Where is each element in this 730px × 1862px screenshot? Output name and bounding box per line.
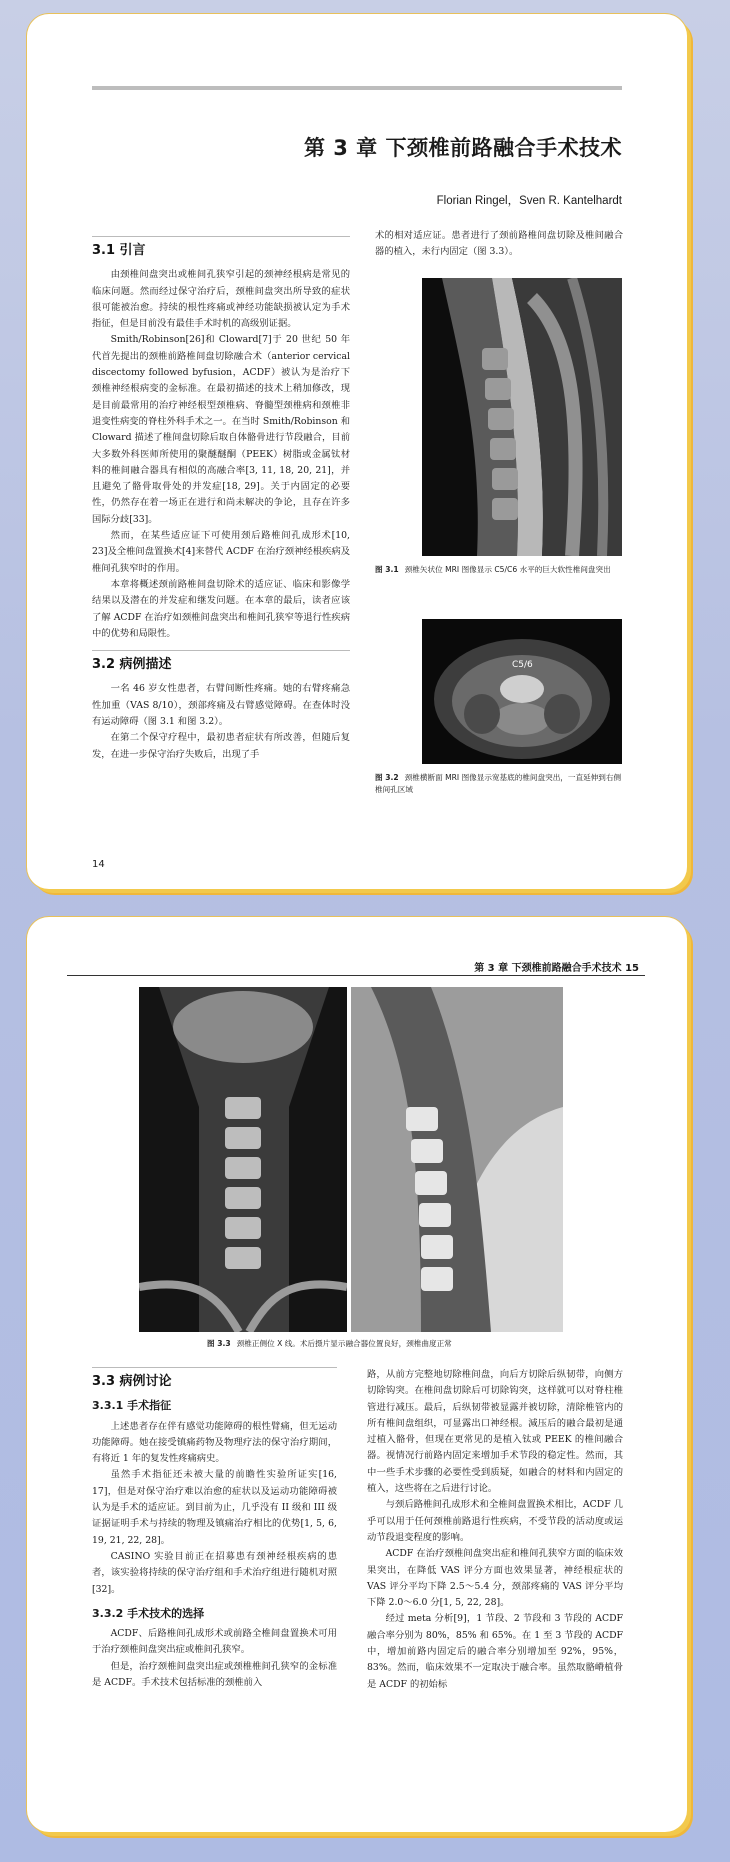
paragraph: 路，从前方完整地切除椎间盘，向后方切除后纵韧带，向侧方切除钩突。在椎间盘切除后可切除钩突，这样就可以对脊柱椎管进行减压。最后，后纵韧带被显露并被切除，清除椎管内的所有椎间盘组织，可显露出口神经根。減压后的融合最初是通过植入骼骨，但现在更常见的是植入钛或 PEEK 的椎间融合器。视情况行前路内固定来增加手术节段的稳定性。然而，其中一些手术步骤的必要性受到质疑，如融合的材料和内固定的植入，这些将在之后进行讨论。 [367,1369,623,1495]
paragraph: 但是，治疗颈椎间盘突出症或颈椎椎间孔狭窄的金标准是 ACDF。手术技术包括标准的颈椎前入 [92,1660,337,1689]
section-heading-3-3: 3.3 病例讨论 [92,1367,337,1390]
subsection-heading-3-3-2: 3.3.2 手术技术的选择 [92,1606,205,1620]
paragraph: 经过 meta 分析[9]，1 节段、2 节段和 3 节段的 ACDF 融合率分别为 80%，85% 和 65%。在 1 至 3 节段的 ACDF 中，增加前路内固定后的融合率分别增加至 92%，95%，83%。然而，临床效果不一定取决于融合率。虽然取骼嵴植骨是 ACDF 的初始标 [367,1613,623,1690]
paragraph: 本章将概述颈前路椎间盘切除术的适应证、临床和影像学结果以及潜在的并发症和继发问题。在本章的最后，读者应该了解 ACDF 在治疗如颈椎间盘突出和椎间孔狭窄等退行性疾病中的优势和局限性。 [92,578,350,639]
running-head: 第 3 章 下颈椎前路融合手术技术 15 [474,963,639,974]
paragraph: 在第二个保守疗程中，最初患者症状有所改善，但随后复发，在进一步保守治疗失败后，出现了手 [92,732,350,760]
book-page-14 [27,14,687,889]
chapter-top-rule [92,86,622,90]
paragraph: Smith/Robinson[26]和 Cloward[7]于 20 世纪 50 年代首先提出的颈椎前路椎间盘切除融合术（anterior cervical discectomy followed byfusion，ACDF）被认为是治疗下颈椎神经根病变的金标准。在最初描述的技术上稍加修改，现是目前最常用的治疗神经根型颈椎病、脊髓型颈椎病和颈椎非退变性病变的脊柱外科手术之一。在当时 Smith/Robinson 和 Cloward 描述了椎间盘切除后取自体骼骨进行节段融合，目前大多数外科医师所使用的聚醚醚酮（PEEK）树脂或金属钛材料的椎间融合器具有相似的高融合率[3, 11, 18, 20, 21]，并且避免了骼骨取骨处的并发症[18, 29]。关于内固定的必要性，仍然存在着一场正在进行和尚未解决的争论，且存在许多国际分歧[33]。 [92,334,350,525]
ap-xray-image [139,987,347,1332]
paragraph: 上述患者存在伴有感觉功能障碍的根性臂痛，但无运动功能障碍。她在接受镇痛药物及物理疗法的保守治疗期间，有将近 1 年的复发性疼痛病史。 [92,1420,337,1465]
figure-label: 图 3.1 [375,565,399,574]
figure-3-3-caption [207,1338,627,1350]
left-column [92,1367,337,1691]
caption-text: 颈椎矢状位 MRI 图像显示 C5/C6 水平的巨大软性椎间盘突出 [404,565,611,574]
lateral-xray-image [351,987,563,1332]
chapter-title: 第 3 章 下颈椎前路融合手术技术 [303,136,622,160]
subsection-heading-3-3-1: 3.3.1 手术指征 [92,1399,172,1413]
c56-marker: C5/6 [512,660,533,670]
authors: Florian Ringel，Sven R. Kantelhardt [436,195,622,207]
running-head-rule [67,975,645,976]
figure-label: 图 3.2 [375,773,399,782]
caption-text: 颈椎横断面 MRI 图像显示宽基底的椎间盘突出，一直延伸到右侧椎间孔区域 [375,773,622,794]
paragraph: ACDF 在治疗颈椎间盘突出症和椎间孔狭窄方面的临床效果突出，在降低 VAS 评分方面也效果显著，神经根症状的 VAS 评分平均下降 2.5～5.4 分，颈部疼痛的 VAS 评分平均下降 2.0～6.0 分[1, 5, 22, 28]。 [367,1548,623,1609]
left-column [92,236,350,763]
paragraph: 虽然手术指征还未被大量的前瞻性实验所证实[16, 17]，但是对保守治疗难以治愈的症状以及运动功能障碍被认为是手术的适应证。到目前为止，几乎没有 II 级和 III 级证据证明手术与持续的物理及镇痛治疗相比的优势[1, 5, 6, 19, 21, 22, 28]。 [92,1469,337,1546]
paragraph: 然而，在某些适应证下可使用颈后路椎间孔成形术[10, 23]及全椎间盘置换术[4]来替代 ACDF 在治疗颈神经根疾病及椎间孔狭窄时的作用。 [92,530,350,574]
caption-text: 颈椎正侧位 X 线。术后摄片显示融合器位置良好，颈椎曲度正常 [236,1339,452,1348]
paragraph: ACDF、后路椎间孔成形术或前路全椎间盘置换术可用于治疗颈椎间盘突出症或椎间孔狭窄。 [92,1628,337,1656]
page-number: 14 [92,859,105,870]
figure-label: 图 3.3 [207,1339,231,1348]
right-column-text [375,228,623,261]
figure-3-2-caption [375,772,625,796]
paragraph: 由颈椎间盘突出或椎间孔狭窄引起的颈神经根病是常见的临床问题。然而经过保守治疗后，颈椎间盘突出所导致的症状很可能被治愈。持续的根性疼痛或神经功能缺损被认定为手术指征，但是目前没有最佳手术时机的高级别证据。 [92,269,350,330]
book-page-15 [27,917,687,1832]
paragraph: 术的相对适应证。患者进行了颈前路椎间盘切除及椎间融合器的植入，未行内固定（图 3.3）。 [375,230,623,258]
right-column [367,1367,623,1693]
paragraph: 一名 46 岁女性患者，右臂间断性疼痛。她的右臂疼痛急性加重（VAS 8/10），颈部疼痛及右臂感觉障碍。在查体时没有运动障碍（图 3.1 和图 3.2）。 [92,683,350,728]
section-heading-3-2: 3.2 病例描述 [92,650,350,673]
figure-3-1-caption [375,564,625,576]
axial-mri-image [422,619,622,764]
section-heading-3-1: 3.1 引言 [92,236,350,259]
paragraph: 与颈后路椎间孔成形术和全椎间盘置换术相比，ACDF 几乎可以用于任何颈椎前路退行性疾病，不受节段的活动度或运动节段退变程度的影响。 [367,1499,623,1543]
sagittal-mri-image [422,278,622,556]
paragraph: CASINO 实验目前正在招募患有颈神经根疾病的患者，该实验将持续的保守治疗组和手术治疗组进行随机对照[32]。 [92,1550,337,1595]
